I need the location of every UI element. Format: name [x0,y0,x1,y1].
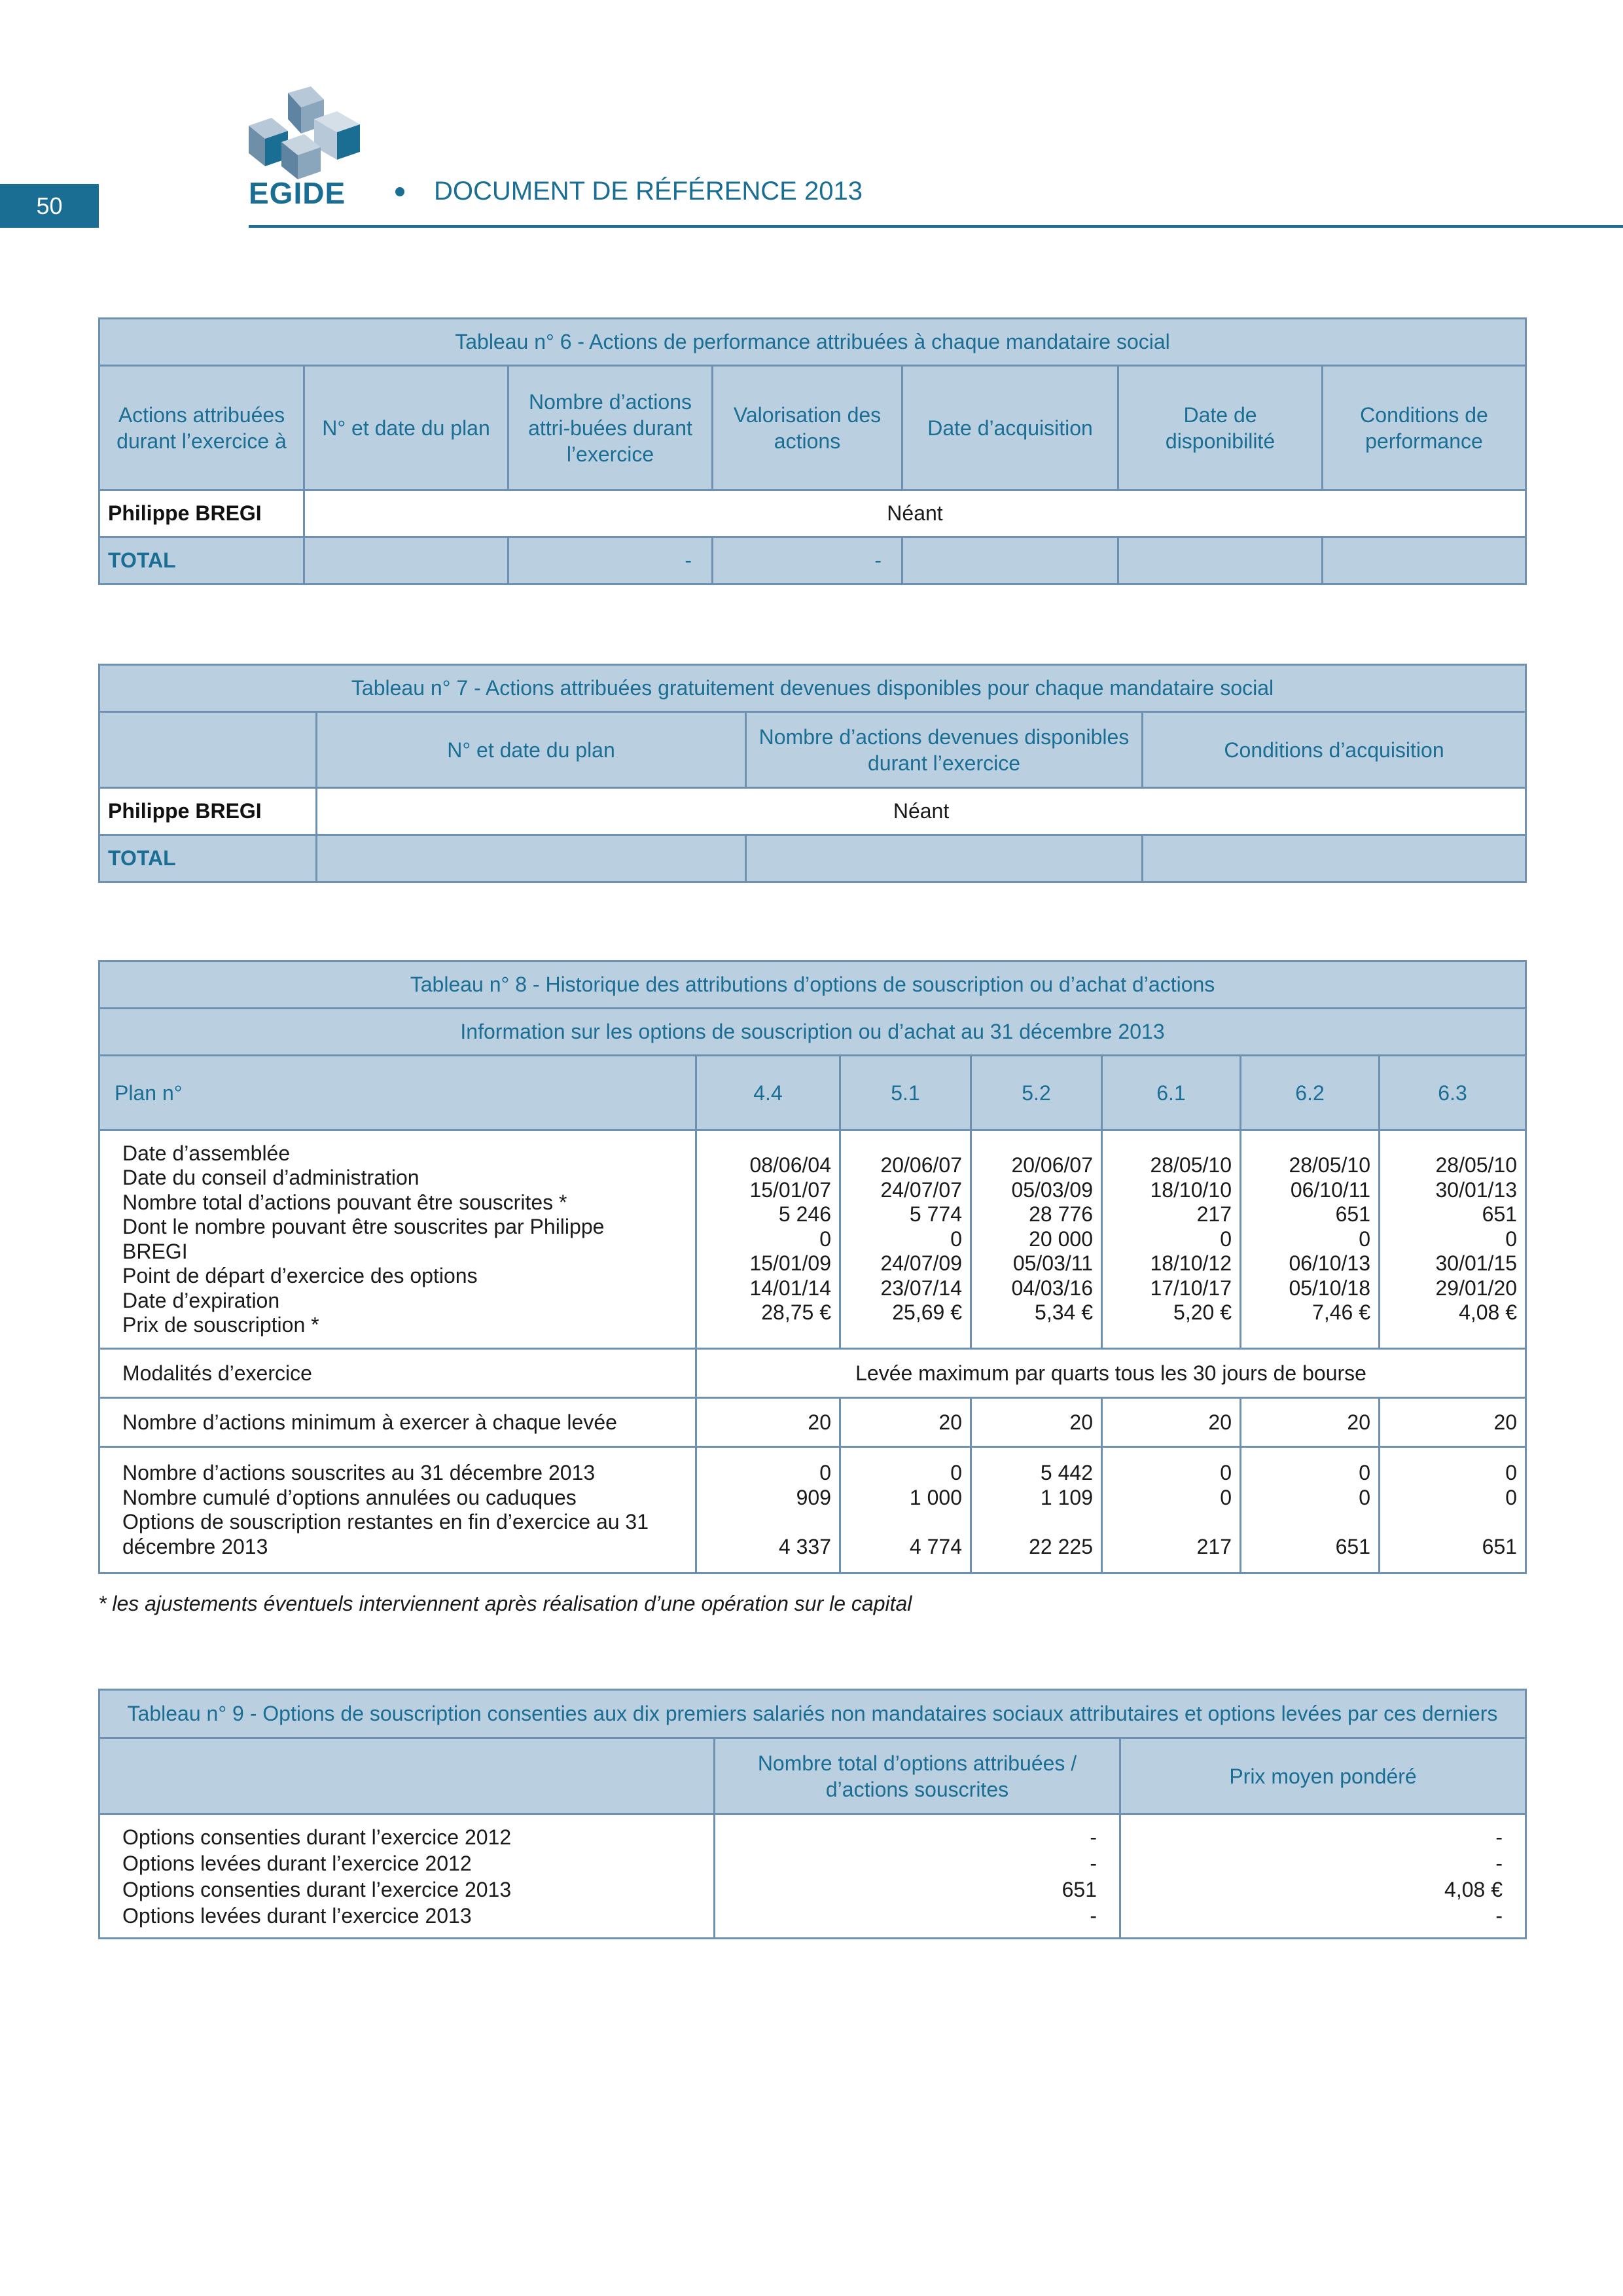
t6-header: Valorisation des actions [713,366,902,490]
t8-value: 0 [1359,1227,1370,1251]
t8-value: 0 [1220,1461,1232,1484]
t8-plan-header: 6.1 [1102,1056,1241,1130]
t7-row-value: Néant [317,788,1526,835]
t8-min-label: Nombre d’actions minimum à exercer à chaque levée [99,1398,696,1447]
table-9-title: Tableau n° 9 - Options de souscription consenties aux dix premiers salariés non mandataires sociaux attributaires et options levées par ces derniers [99,1690,1526,1738]
t8-value: 651 [1482,1202,1518,1227]
t8-value: 15/01/07 [749,1177,831,1202]
t8-label: Prix de souscription * [122,1313,319,1336]
t8-value: 909 [796,1485,831,1509]
page-number: 50 [0,184,99,228]
t8-plan-header: 4.4 [696,1056,840,1130]
t6-total-cell [1323,537,1526,584]
t6-header: N° et date du plan [304,366,508,490]
t8-block2-col [1380,1447,1526,1573]
t8-min-value: 20 [1102,1398,1241,1447]
table-7-title: Tableau n° 7 - Actions attribuées gratuitement devenues disponibles pour chaque mandataire social [99,665,1526,712]
t8-value: 0 [950,1461,962,1484]
t9-label: Options levées durant l’exercice 2012 [122,1851,472,1875]
t8-value: 651 [1335,1202,1370,1227]
t9-value: 651 [1061,1877,1097,1901]
t8-value: 651 [1482,1534,1518,1558]
t8-value: 06/10/13 [1289,1251,1370,1276]
t8-value: 23/07/14 [880,1276,962,1300]
t8-value: 24/07/09 [880,1251,962,1276]
t8-block2-labels [99,1447,696,1573]
t8-value: 4 774 [909,1534,962,1558]
t9-value: - [1090,1903,1097,1928]
t8-plan-label: Plan n° [99,1056,696,1130]
t8-block1-labels [99,1130,696,1349]
egide-logo-text: EGIDE [249,176,346,210]
t8-value: 28,75 € [761,1300,831,1325]
t8-value: 04/03/16 [1011,1276,1093,1300]
t8-label: Point de départ d’exercice des options [122,1264,478,1287]
t9-header [99,1738,715,1814]
table-8-title: Tableau n° 8 - Historique des attributions d’options de souscription ou d’achat d’actions [99,961,1526,1009]
t8-value: 05/10/18 [1289,1276,1370,1300]
t9-col2 [1120,1814,1526,1939]
t8-label: Options de souscription restantes en fin d’exercice au 31 décembre 2013 [122,1510,649,1558]
t8-block2-col [1241,1447,1380,1573]
t8-value: 24/07/07 [880,1177,962,1202]
t6-header: Date d’acquisition [902,366,1118,490]
table-8 [98,960,1527,1574]
t8-plan-header: 6.2 [1241,1056,1380,1130]
table-6 [98,317,1527,585]
t8-value: 5 246 [778,1202,831,1227]
header-bullet [395,187,404,196]
t8-block1-col [1380,1130,1526,1349]
t8-value: 28/05/10 [1289,1153,1370,1177]
t6-total-cell [304,537,508,584]
t8-block1-col [1241,1130,1380,1349]
t9-label: Options consenties durant l’exercice 2012 [122,1825,512,1849]
t6-row-name: Philippe BREGI [99,490,304,537]
t6-header: Date de disponibilité [1118,366,1323,490]
t8-min-value: 20 [840,1398,971,1447]
t8-value: 06/10/11 [1290,1177,1370,1202]
t8-value: 30/01/13 [1435,1177,1518,1202]
t9-label: Options levées durant l’exercice 2013 [122,1903,472,1928]
t8-value: 29/01/20 [1435,1276,1518,1300]
table-8-subtitle: Information sur les options de souscription ou d’achat au 31 décembre 2013 [99,1009,1526,1056]
t8-value: 1 109 [1040,1485,1093,1509]
t8-block2-col [1102,1447,1241,1573]
t9-value: - [1090,1825,1097,1849]
t8-modalites-label: Modalités d’exercice [99,1349,696,1398]
t8-value: 5 774 [909,1202,962,1227]
t7-header: N° et date du plan [317,712,746,788]
t8-value: 0 [1505,1461,1518,1484]
t8-block1-col [840,1130,971,1349]
table-7 [98,664,1527,883]
t9-col1 [715,1814,1120,1939]
t8-label: Dont le nombre pouvant être souscrites par Philippe BREGI [122,1215,605,1263]
t9-value: - [1495,1825,1503,1849]
document-title: DOCUMENT DE RÉFÉRENCE 2013 [434,177,863,206]
t8-value: 28/05/10 [1435,1153,1518,1177]
t6-row-value: Néant [304,490,1526,537]
t8-plan-header: 5.1 [840,1056,971,1130]
t8-block1-col [1102,1130,1241,1349]
t9-header: Nombre total d’options attribuées / d’actions souscrites [715,1738,1120,1814]
t8-block2-col [971,1447,1102,1573]
t9-labels [99,1814,715,1939]
t8-value: 651 [1335,1534,1370,1558]
header-rule [249,225,1623,228]
t8-label: Date d’expiration [122,1288,280,1312]
t7-row-name: Philippe BREGI [99,788,317,835]
t6-header: Actions attribuées durant l’exercice à [99,366,304,490]
t8-footnote: * les ajustements éventuels interviennent après réalisation d’une opération sur le capital [98,1592,912,1615]
t7-header [99,712,317,788]
t6-header: Conditions de performance [1323,366,1526,490]
t6-total-cell: - [508,537,713,584]
t8-value: 0 [1505,1485,1518,1509]
t9-header: Prix moyen pondéré [1120,1738,1526,1814]
t8-value: 18/10/12 [1150,1251,1232,1276]
t8-plan-header: 5.2 [971,1056,1102,1130]
t8-value: 5 442 [1040,1461,1093,1484]
t8-value: 20/06/07 [1011,1153,1093,1177]
t8-block2-col [840,1447,971,1573]
t9-value: 4,08 € [1444,1877,1503,1901]
t8-value: 14/01/14 [749,1276,831,1300]
t8-value: 7,46 € [1312,1300,1370,1325]
t6-header: Nombre d’actions attri-buées durant l’exercice [508,366,713,490]
t8-value: 20/06/07 [880,1153,962,1177]
t8-value: 28 776 [1029,1202,1093,1227]
t8-value: 17/10/17 [1150,1276,1232,1300]
t7-total-cell [746,835,1143,882]
t8-label: Nombre d’actions souscrites au 31 décembre 2013 [122,1461,596,1484]
t8-label: Nombre cumulé d’options annulées ou caduques [122,1485,577,1509]
t8-value: 0 [1220,1227,1232,1251]
t8-value: 0 [1359,1461,1370,1484]
t7-total-cell [317,835,746,882]
t8-label: Date d’assemblée [122,1141,291,1165]
t8-value: 217 [1196,1534,1232,1558]
t8-value: 0 [1505,1227,1518,1251]
t8-min-value: 20 [1380,1398,1526,1447]
t8-value: 0 [819,1227,831,1251]
t8-modalites-value: Levée maximum par quarts tous les 30 jours de bourse [696,1349,1526,1398]
t6-total-cell [902,537,1118,584]
t9-value: - [1090,1851,1097,1875]
t8-block1-col [696,1130,840,1349]
t8-value: 0 [1220,1485,1232,1509]
t8-value: 05/03/09 [1011,1177,1093,1202]
t8-value: 217 [1196,1202,1232,1227]
t8-block1-col [971,1130,1102,1349]
t7-header: Conditions d’acquisition [1143,712,1526,788]
t8-value: 05/03/11 [1012,1251,1093,1276]
t8-value: 4 337 [778,1534,831,1558]
t8-value: 5,20 € [1173,1300,1232,1325]
t8-value: 1 000 [909,1485,962,1509]
table-6-title: Tableau n° 6 - Actions de performance attribuées à chaque mandataire social [99,319,1526,366]
t7-total-cell [1143,835,1526,882]
t8-value: 25,69 € [892,1300,962,1325]
t7-total-label: TOTAL [99,835,317,882]
t9-value: - [1495,1903,1503,1928]
t8-value: 0 [819,1461,831,1484]
t8-value: 20 000 [1029,1227,1093,1251]
t8-block2-col [696,1447,840,1573]
t8-value: 08/06/04 [749,1153,831,1177]
t8-label: Nombre total d’actions pouvant être souscrites * [122,1190,567,1214]
t7-header: Nombre d’actions devenues disponibles durant l’exercice [746,712,1143,788]
t8-value: 30/01/15 [1435,1251,1518,1276]
t8-value: 0 [950,1227,962,1251]
t8-value: 22 225 [1029,1534,1093,1558]
t8-value: 0 [1359,1485,1370,1509]
t8-value: 15/01/09 [749,1251,831,1276]
t8-value: 18/10/10 [1150,1177,1232,1202]
t8-value: 5,34 € [1035,1300,1093,1325]
t6-total-cell: - [713,537,902,584]
t6-total-label: TOTAL [99,537,304,584]
t6-total-cell [1118,537,1323,584]
t8-value: 28/05/10 [1150,1153,1232,1177]
t8-min-value: 20 [696,1398,840,1447]
t8-value: 4,08 € [1459,1300,1518,1325]
t8-label: Date du conseil d’administration [122,1166,419,1189]
table-9 [98,1689,1527,1939]
t9-value: - [1495,1851,1503,1875]
t8-min-value: 20 [971,1398,1102,1447]
t8-plan-header: 6.3 [1380,1056,1526,1130]
t8-min-value: 20 [1241,1398,1380,1447]
t9-label: Options consenties durant l’exercice 2013 [122,1877,512,1901]
